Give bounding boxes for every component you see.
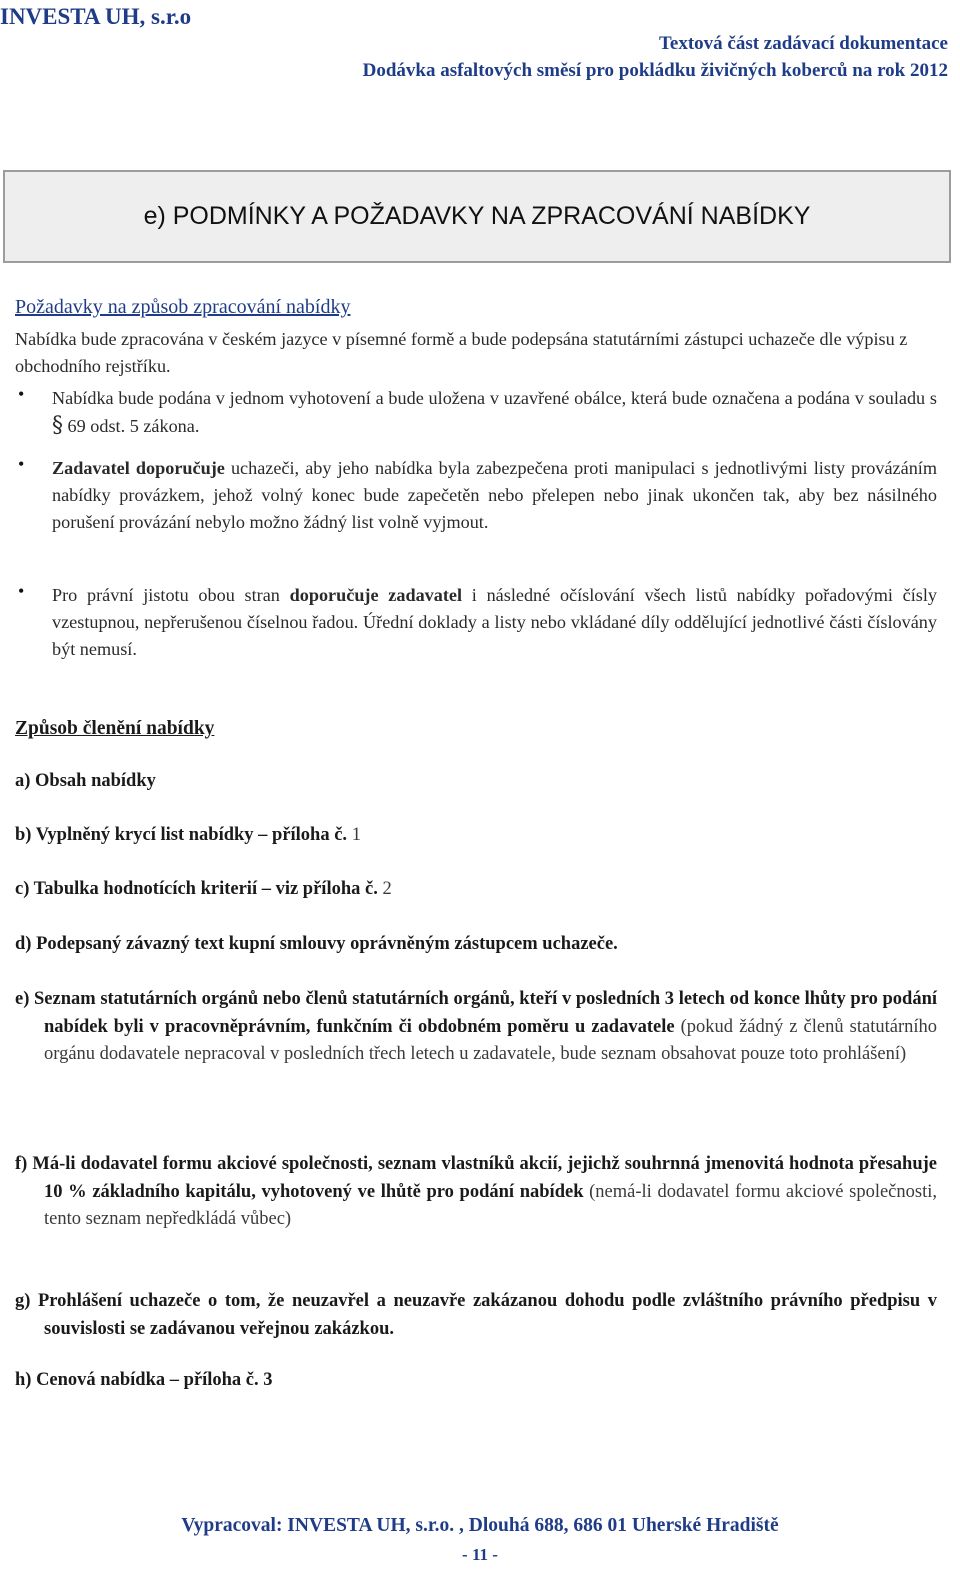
page-number: - 11 -	[462, 1545, 498, 1564]
structure-item-d	[15, 931, 937, 959]
item-g-label: g) Prohlášení uchazeče o tom, že neuzavřel a neuzavře zakázanou dohodu podle zvláštního právního předpisu v souvislosti se zadávanou veřejnou zakázkou.	[15, 1291, 937, 1339]
item-c-label: c) Tabulka hodnotících kriterií – viz příloha č.	[15, 879, 378, 899]
item-e-label: e) Seznam statutárních orgánů nebo členů statutárních orgánů, kteří v posledních 3 letech od konce lhůty pro podání nabídek byli v pracovněprávním, funkčním či obdobném poměru u zadavatele	[15, 989, 937, 1037]
section-title-box	[3, 170, 951, 263]
bullet-text: i následné očíslování všech listů nabídky pořadovými čísly vzestupnou, nepřerušenou číselnou řadou. Úřední doklady a listy nebo vkládané díly oddělující jednotlivé části číslovány být nemusí.	[52, 585, 937, 659]
structure-heading: Způsob členění nabídky	[15, 718, 215, 739]
structure-item-a	[15, 768, 937, 796]
item-f-note: (nemá-li dodavatel formu akciové společnosti, tento seznam nepředkládá vůbec)	[44, 1181, 937, 1229]
section-title: e) PODMÍNKY A POŽADAVKY NA ZPRACOVÁNÍ NABÍDKY	[143, 202, 811, 230]
item-h-label: h) Cenová nabídka – příloha č.	[15, 1370, 259, 1390]
bullet-item-envelope	[52, 385, 937, 440]
document-title: Textová část zadávací dokumentace	[658, 33, 948, 54]
item-h-number: 3	[258, 1370, 273, 1390]
structure-item-b	[15, 822, 937, 850]
bullet-icon: •	[18, 454, 25, 474]
item-e-note: (pokud žádný z členů statutárního orgánu dodavatele nepracoval v posledních třech letech u zadavatele, bude seznam obsahovat pouze toto prohlášení)	[44, 1016, 937, 1064]
bullet-item-numbering	[52, 582, 937, 663]
bullet-text: Nabídka bude podána v jednom vyhotovení a bude uložena v uzavřené obálce, která bude označena a podána v souladu s	[52, 388, 937, 408]
bullet-ref: 69 odst. 5 zákona.	[67, 416, 200, 436]
bullet-icon: •	[18, 384, 25, 404]
tender-subject: Dodávka asfaltových směsí pro pokládku živičných koberců na rok 2012	[362, 60, 948, 81]
item-c-number: 2	[377, 879, 392, 899]
item-b-number: 1	[347, 825, 361, 845]
structure-item-e	[15, 986, 937, 1069]
structure-item-f	[15, 1151, 937, 1234]
bullet-item-binding	[52, 455, 937, 536]
bullet-bold: Zadavatel doporučuje	[52, 458, 225, 478]
company-name: INVESTA UH, s.r.o	[0, 4, 192, 29]
bullet-pre: Pro právní jistotu obou stran	[52, 585, 290, 605]
item-b-label: b) Vyplněný krycí list nabídky – příloha č.	[15, 825, 348, 845]
structure-item-h	[15, 1367, 937, 1395]
footer-text: Vypracoval: INVESTA UH, s.r.o. , Dlouhá 688, 686 01 Uherské Hradiště	[181, 1515, 779, 1536]
requirements-intro: Nabídka bude zpracována v českém jazyce v písemné formě a bude podepsána statutárními zástupci uchazeče dle výpisu z obchodního rejstříku.	[15, 329, 908, 376]
item-d-label: d) Podepsaný závazný text kupní smlouvy oprávněným zástupcem uchazeče.	[15, 934, 618, 954]
bullet-bold: doporučuje zadavatel	[289, 585, 463, 605]
bullet-text: uchazeči, aby jeho nabídka byla zabezpečena proti manipulaci s jednotlivými listy provázáním nabídky provázkem, jehož volný konec bude zapečetěn nebo přelepen nebo jinak ukončen tak, aby bez násilného porušení provázání nebylo možno žádný list volně vyjmout.	[52, 458, 937, 532]
requirements-heading: Požadavky na způsob zpracování nabídky	[15, 296, 351, 318]
bullet-icon: •	[18, 581, 25, 601]
paragraph-symbol: §	[52, 413, 63, 438]
structure-item-c	[15, 876, 937, 904]
item-a-label: a) Obsah nabídky	[15, 771, 156, 791]
structure-item-g	[15, 1288, 937, 1343]
item-f-label: f) Má-li dodavatel formu akciové společnosti, seznam vlastníků akcií, jejichž souhrnná jmenovitá hodnota přesahuje 10 % základního kapitálu, vyhotovený ve lhůtě pro podání nabídek	[15, 1154, 937, 1202]
